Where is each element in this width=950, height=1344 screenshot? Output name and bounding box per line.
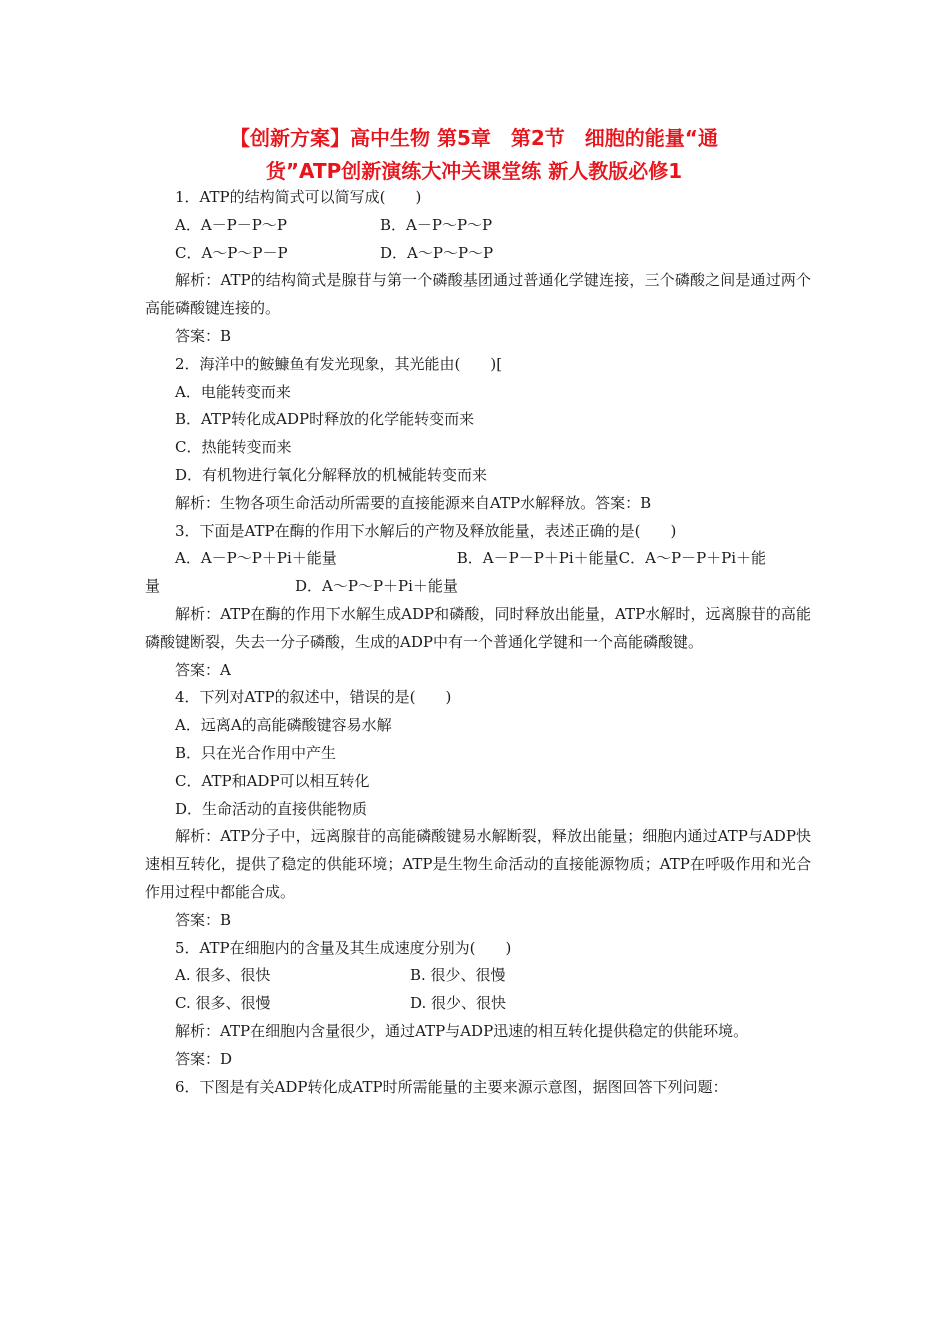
- question-1-option-b: B．A－P～P～P: [380, 215, 493, 234]
- question-2-stem: 2．海洋中的鮟鱇鱼有发光现象，其光能由( )[: [175, 354, 503, 373]
- question-1-option-a: A．A－P－P～P: [175, 215, 287, 234]
- question-3-stem: 3．下面是ATP在酶的作用下水解后的产物及释放能量，表述正确的是( ): [175, 521, 677, 540]
- question-2-option-d: D．有机物进行氧化分解释放的机械能转变而来: [175, 465, 488, 484]
- question-4-option-d: D．生命活动的直接供能物质: [175, 799, 368, 818]
- document-body: [145, 184, 811, 1101]
- question-5-option-c: C. 很多、很慢: [175, 994, 271, 1013]
- question-5-answer: 答案：D: [175, 1049, 233, 1068]
- question-1-analysis: 解析：ATP的结构简式是腺苷与第一个磷酸基团通过普通化学键连接，三个磷酸之间是通过两个高能磷酸键连接的。: [145, 271, 811, 318]
- question-2-option-b: B．ATP转化成ADP时释放的化学能转变而来: [175, 410, 475, 429]
- question-1-answer: 答案：B: [175, 326, 232, 345]
- question-5-options-row-1: [145, 962, 811, 990]
- question-6-stem: 6．下图是有关ADP转化成ATP时所需能量的主要来源示意图，据图回答下列问题：: [175, 1077, 728, 1096]
- question-5-option-b: B. 很少、很慢: [410, 966, 506, 985]
- question-4-option-c: C．ATP和ADP可以相互转化: [175, 771, 370, 790]
- title-line-1: 【创新方案】高中生物 第5章 第2节 细胞的能量“通: [230, 126, 718, 150]
- question-5-analysis: 解析：ATP在细胞内含量很少，通过ATP与ADP迅速的相互转化提供稳定的供能环境。: [175, 1021, 749, 1040]
- question-4-answer: 答案：B: [175, 910, 232, 929]
- question-4-option-b: B．只在光合作用中产生: [175, 743, 337, 762]
- question-1-options-row-1: [145, 212, 811, 240]
- question-4-option-a: A．远离A的高能磷酸键容易水解: [175, 716, 392, 735]
- question-3-options-line-2: 量 D．A～P～P＋Pi＋能量: [145, 577, 458, 596]
- question-5-options-row-2: [145, 990, 811, 1018]
- question-2-option-a: A．电能转变而来: [175, 382, 291, 401]
- question-1-stem: 1．ATP的结构简式可以简写成( ): [175, 188, 422, 206]
- question-2-option-c: C．热能转变而来: [175, 438, 292, 457]
- question-3-analysis: 解析：ATP在酶的作用下水解生成ADP和磷酸，同时释放出能量，ATP水解时，远离腺苷的高能磷酸键断裂，失去一分子磷酸，生成的ADP中有一个普通化学键和一个高能磷酸键。: [145, 604, 811, 651]
- question-5-option-a: A. 很多、很快: [175, 966, 271, 985]
- question-2-analysis: 解析：生物各项生命活动所需要的直接能源来自ATP水解释放。答案：B: [175, 493, 652, 512]
- question-1-option-d: D．A～P～P～P: [380, 243, 494, 262]
- document-title: [144, 122, 804, 188]
- question-1-options-row-2: [145, 240, 811, 268]
- title-line-2: 货”ATP创新演练大冲关课堂练 新人教版必修1: [265, 159, 683, 183]
- question-3-answer: 答案：A: [175, 660, 231, 679]
- question-3-options-line-1: A．A－P～P＋Pi＋能量 B．A－P－P＋Pi＋能量C．A～P－P＋Pi＋能: [175, 549, 767, 568]
- question-5-option-d: D. 很少、很快: [410, 994, 507, 1013]
- question-4-stem: 4．下列对ATP的叙述中，错误的是( ): [175, 688, 452, 707]
- question-4-analysis: 解析：ATP分子中，远离腺苷的高能磷酸键易水解断裂，释放出能量；细胞内通过ATP与ADP快速相互转化，提供了稳定的供能环境；ATP是生物生命活动的直接能源物质；ATP在呼吸作用和光合作用过程中都能合成。: [145, 827, 811, 901]
- question-1-option-c: C．A～P～P－P: [175, 243, 288, 262]
- question-5-stem: 5．ATP在细胞内的含量及其生成速度分别为( ): [175, 938, 512, 957]
